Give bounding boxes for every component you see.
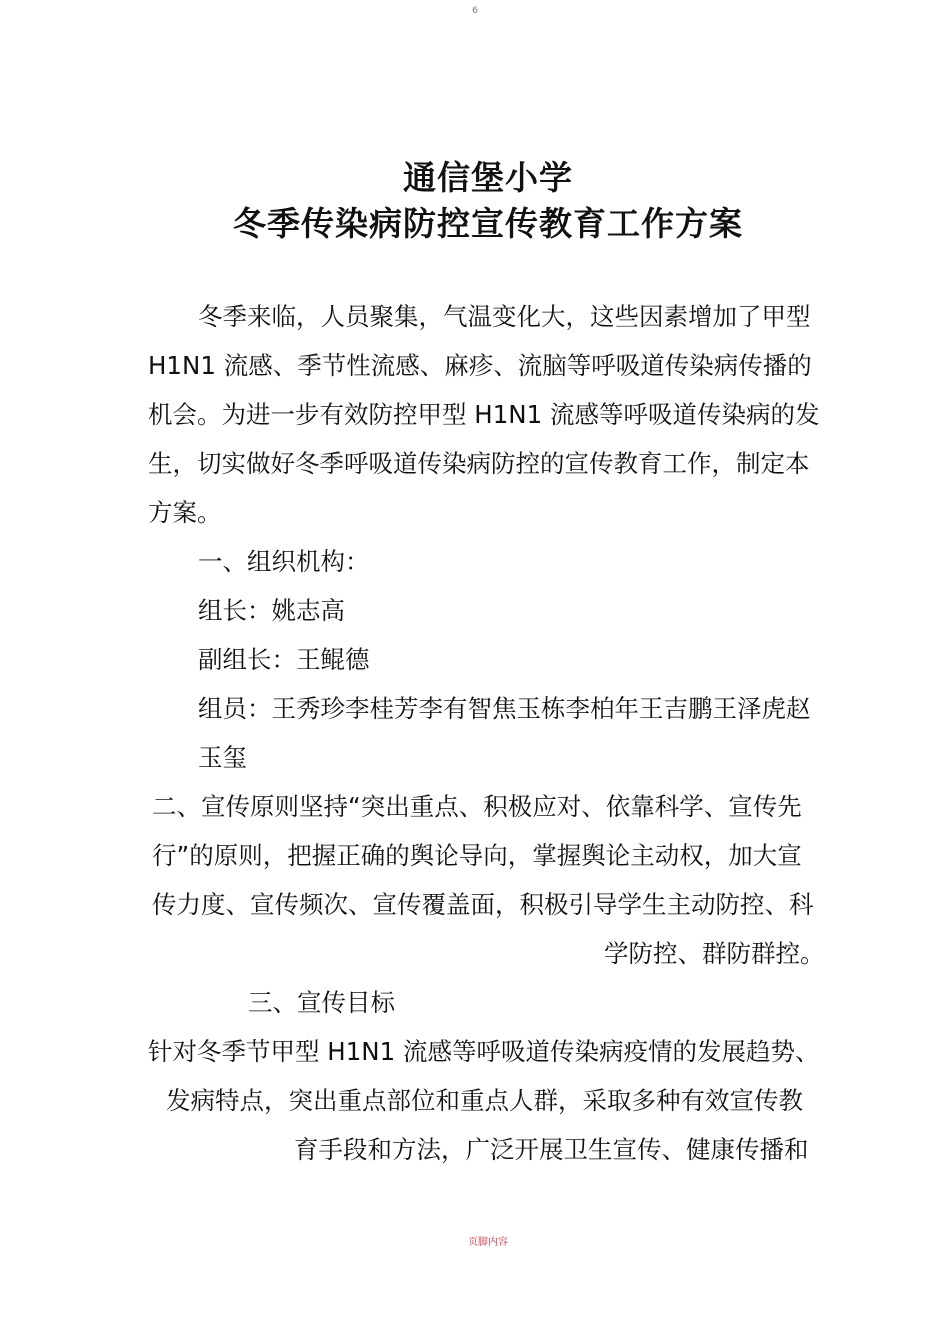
section1-leader: 组长：姚志高 [198,596,345,625]
section3-line-3: 育手段和方法，广泛开展卫生宣传、健康传播和 [294,1135,809,1164]
section2-line-3: 传力度、宣传频次、宣传覆盖面，积极引导学生主动防控、科 [152,890,814,919]
page-number-mark: 6 [472,6,478,16]
school-title: 通信堡小学 [403,158,573,197]
section2-line-4: 学防控、群防群控。 [604,939,825,968]
section3-line-1: 针对冬季节甲型 H1N1 流感等呼吸道传染病疫情的发展趋势、 [148,1037,820,1066]
page-footer: 页脚内容 [468,1237,508,1248]
intro-line-3: 机会。为进一步有效防控甲型 H1N1 流感等呼吸道传染病的发 [148,400,820,429]
section2-line-2: 行”的原则，把握正确的舆论导向，掌握舆论主动权，加大宣 [152,841,802,870]
intro-line-4: 生，切实做好冬季呼吸道传染病防控的宣传教育工作，制定本 [148,449,810,478]
intro-line-5: 方案。 [148,498,222,527]
section2-line-1: 二、宣传原则坚持“突出重点、积极应对、依靠科学、宣传先 [152,792,802,821]
section1-deputy: 副组长：王鲲德 [198,645,370,674]
document-title: 冬季传染病防控宣传教育工作方案 [233,204,743,243]
section3-heading: 三、宣传目标 [248,988,395,1017]
section1-members-line-1: 组员：王秀珍李桂芳李有智焦玉栋李柏年王吉鹏王泽虎赵 [198,694,811,723]
section1-heading: 一、组织机构： [198,547,370,576]
section1-members-line-2: 玉玺 [198,743,247,772]
intro-line-1: 冬季来临，人员聚集，气温变化大，这些因素增加了甲型 [198,302,811,331]
intro-line-2: H1N1 流感、季节性流感、麻疹、流脑等呼吸道传染病传播的 [148,351,812,380]
section3-line-2: 发病特点，突出重点部位和重点人群，采取多种有效宣传教 [166,1086,803,1115]
